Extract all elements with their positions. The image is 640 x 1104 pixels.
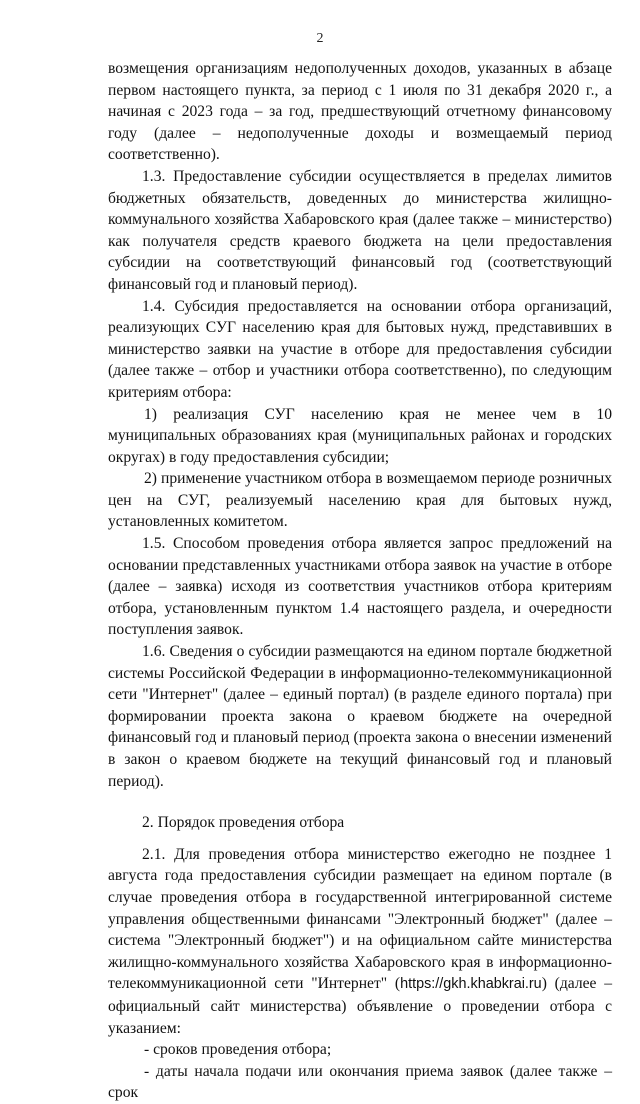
ministry-website-url: https://gkh.khabkrai.ru xyxy=(400,976,542,993)
paragraph-1-5: 1.5. Способом проведения отбора является запрос предложений на основании представленных участниками отбора заявок на участие в отборе (далее – заявка) исходя из соответствия участников отбора критериям отбора, установленным пунктом 1.4 настоящего раздела, и очередности поступления заявок. xyxy=(108,535,612,639)
announcement-item-2: - даты начала подачи или окончания приема заявок (далее также – срок xyxy=(108,1062,612,1102)
paragraph-1-3: 1.3. Предоставление субсидии осуществляется в пределах лимитов бюджетных обязательств, доведенных до министерства жилищно-коммунального хозяйства Хабаровского края (далее также – министерство) как получателя средств краевого бюджета на цели предоставления субсидии на соответствующий финансовый год (соответствующий финансовый год и плановый период). xyxy=(108,167,612,293)
criterion-2: 2) применение участником отбора в возмещаемом периоде розничных цен на СУГ, реализуемый населению края для бытовых нужд, установленных комитетом. xyxy=(108,470,612,531)
paragraph-continuation: возмещения организациям недополученных доходов, указанных в абзаце первом настоящего пункта, за период с 1 июля по 31 декабря 2020 г., а начиная с 2023 года – за год, предшествующий отчетному финансовому году (далее – недополученные доходы и возмещаемый период соответственно). xyxy=(108,60,612,164)
document-body xyxy=(108,58,612,1104)
paragraph-1-4: 1.4. Субсидия предоставляется на основании отбора организаций, реализующих СУГ населению края для бытовых нужд, представивших в министерство заявки на участие в отборе для предоставления субсидии (далее также – отбор и участники отбора соответственно), по следующим критериям отбора: xyxy=(108,297,612,401)
paragraph-2-1 xyxy=(108,844,612,1039)
page-number: 2 xyxy=(316,31,324,46)
criterion-1: 1) реализация СУГ населению края не менее чем в 10 муниципальных образованиях края (муниципальных районах и городских округах) в году предоставления субсидии; xyxy=(108,405,612,466)
paragraph-2-1-text-after: ) (далее – официальный сайт министерства) объявление о проведении отбора с указанием: xyxy=(108,975,612,1037)
paragraph-2-1-text-before: 2.1. Для проведения отбора министерство ежегодно не позднее 1 августа года предоставления субсидии размещает на едином портале (в случае проведения отбора в государственной интегрированной системе управления общественными финансами "Электронный бюджет" (далее – система "Электронный бюджет") и на официальном сайте министерства жилищно-коммунального хозяйства Хабаровского края в информационно-телекоммуникационной сети "Интернет" ( xyxy=(108,845,612,993)
paragraph-1-6: 1.6. Сведения о субсидии размещаются на едином портале бюджетной системы Российской Федерации в информационно-телекоммуникационной сети "Интернет" (далее – единый портал) (в разделе единого портала) при формировании проекта закона о краевом бюджете на очередной финансовый год и плановый период (проекта закона о внесении изменений в закон о краевом бюджете на текущий финансовый год и плановый период). xyxy=(108,643,612,790)
announcement-item-1: - сроков проведения отбора; xyxy=(144,1041,332,1059)
section-2-title: 2. Порядок проведения отбора xyxy=(142,814,345,832)
